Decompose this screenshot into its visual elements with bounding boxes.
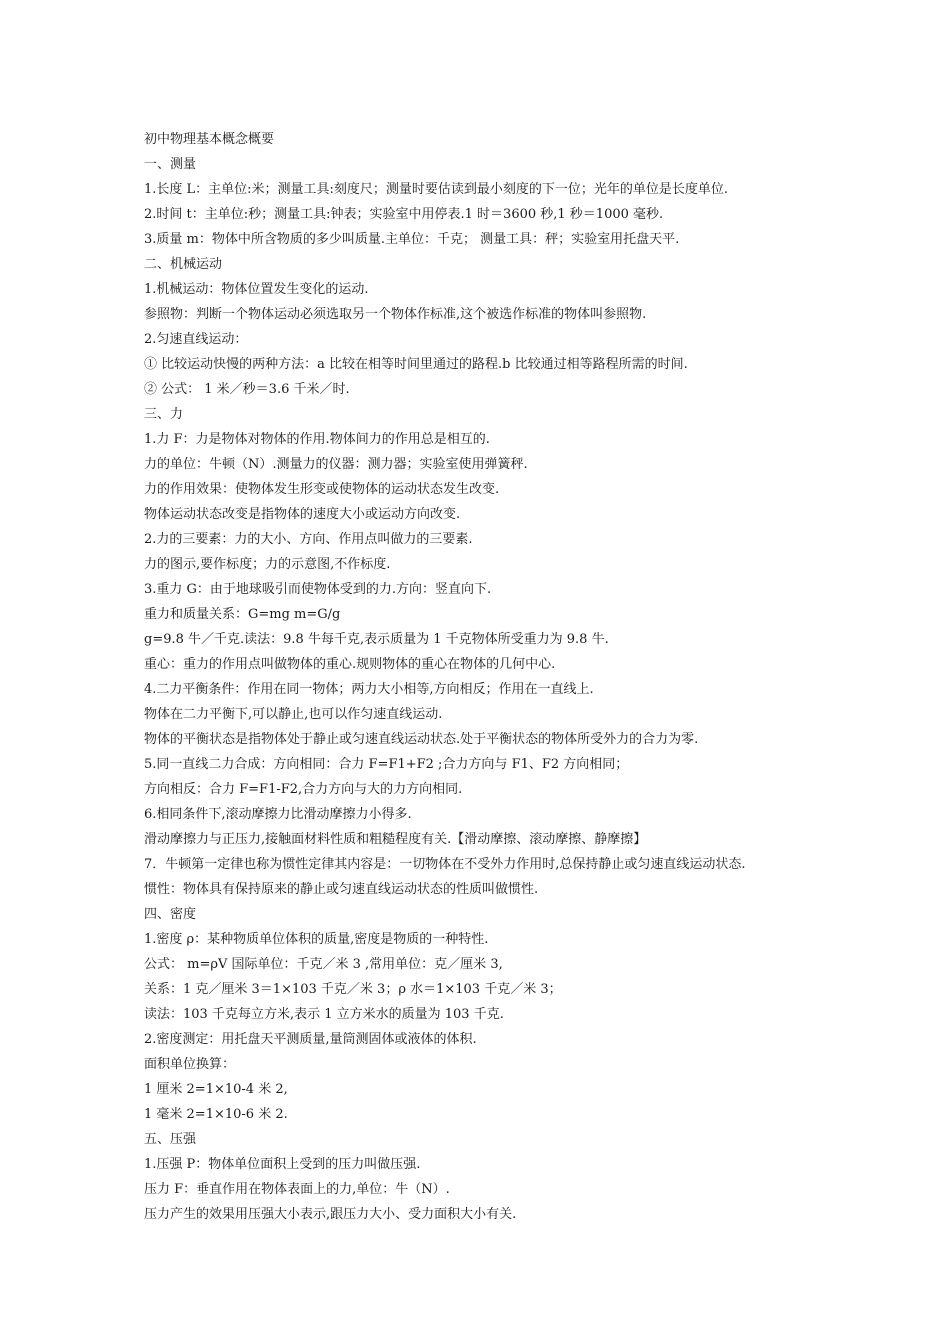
text-line: 7．牛顿第一定律也称为惯性定律其内容是：一切物体在不受外力作用时,总保持静止或匀速直线运动状态. bbox=[144, 857, 746, 872]
text-line: 2.匀速直线运动： bbox=[144, 332, 248, 347]
text-line: 物体的平衡状态是指物体处于静止或匀速直线运动状态.处于平衡状态的物体所受外力的合力为零. bbox=[144, 732, 699, 747]
text-line: 力的图示,要作标度；力的示意图,不作标度. bbox=[144, 557, 391, 572]
text-line: 关系：1 克／厘米 3＝1×103 千克／米 3；ρ 水＝1×103 千克／米 3； bbox=[144, 982, 562, 997]
text-line: g=9.8 牛／千克.读法：9.8 牛每千克,表示质量为 1 千克物体所受重力为 9.8 牛. bbox=[144, 632, 609, 647]
text-line: 1.压强 P：物体单位面积上受到的压力叫做压强. bbox=[144, 1157, 421, 1172]
section-heading-mechanical-motion: 二、机械运动 bbox=[144, 257, 223, 272]
text-line: 物体在二力平衡下,可以静止,也可以作匀速直线运动. bbox=[144, 707, 443, 722]
text-line: 2.时间 t：主单位:秒；测量工具:钟表；实验室中用停表.1 时＝3600 秒,1 秒＝1000 毫秒. bbox=[144, 207, 664, 222]
text-line: 方向相反：合力 F=F1-F2,合力方向与大的力方向相同. bbox=[144, 782, 463, 797]
text-line: 5.同一直线二力合成：方向相同：合力 F=F1+F2 ;合力方向与 F1、F2 方向相同； bbox=[144, 757, 629, 772]
section-heading-pressure: 五、压强 bbox=[144, 1132, 197, 1147]
text-line: 1.长度 L：主单位:米；测量工具:刻度尺；测量时要估读到最小刻度的下一位；光年的单位是长度单位. bbox=[144, 182, 729, 197]
text-line: 6.相同条件下,滚动摩擦力比滑动摩擦力小得多. bbox=[144, 807, 412, 822]
text-line: 重心：重力的作用点叫做物体的重心.规则物体的重心在物体的几何中心. bbox=[144, 657, 556, 672]
text-line: 力的单位：牛顿（N）.测量力的仪器：测力器；实验室使用弹簧秤. bbox=[144, 457, 528, 472]
text-line: 物体运动状态改变是指物体的速度大小或运动方向改变. bbox=[144, 507, 461, 522]
text-line: 压力产生的效果用压强大小表示,跟压力大小、受力面积大小有关. bbox=[144, 1207, 517, 1222]
section-heading-measurement: 一、测量 bbox=[144, 157, 197, 172]
document-title: 初中物理基本概念概要 bbox=[144, 132, 275, 147]
text-line: 读法：103 千克每立方米,表示 1 立方米水的质量为 103 千克. bbox=[144, 1007, 504, 1022]
text-line: 面积单位换算： bbox=[144, 1057, 236, 1072]
text-line: 1.力 F：力是物体对物体的作用.物体间力的作用总是相互的. bbox=[144, 432, 490, 447]
text-line: 力的作用效果：使物体发生形变或使物体的运动状态发生改变. bbox=[144, 482, 500, 497]
section-heading-force: 三、力 bbox=[144, 407, 184, 422]
text-line: 1.密度 ρ：某种物质单位体积的质量,密度是物质的一种特性. bbox=[144, 932, 489, 947]
section-heading-density: 四、密度 bbox=[144, 907, 197, 922]
text-line: 4.二力平衡条件：作用在同一物体；两力大小相等,方向相反；作用在一直线上. bbox=[144, 682, 594, 697]
document-body bbox=[144, 127, 824, 1227]
text-line: 滑动摩擦力与正压力,接触面材料性质和粗糙程度有关.【滑动摩擦、滚动摩擦、静摩擦】 bbox=[144, 832, 647, 847]
text-line: 2.力的三要素：力的大小、方向、作用点叫做力的三要素. bbox=[144, 532, 473, 547]
text-line: 参照物：判断一个物体运动必须选取另一个物体作标准,这个被选作标准的物体叫参照物. bbox=[144, 307, 647, 322]
text-line: ① 比较运动快慢的两种方法：a 比较在相等时间里通过的路程.b 比较通过相等路程所需的时间. bbox=[144, 357, 688, 372]
text-line: 1 毫米 2=1×10-6 米 2. bbox=[144, 1107, 288, 1122]
text-line: 1 厘米 2=1×10-4 米 2, bbox=[144, 1082, 288, 1097]
text-line: ② 公式： 1 米／秒＝3.6 千米／时. bbox=[144, 382, 350, 397]
text-line: 3.重力 G：由于地球吸引而使物体受到的力.方向：竖直向下. bbox=[144, 582, 492, 597]
text-line: 惯性：物体具有保持原来的静止或匀速直线运动状态的性质叫做惯性. bbox=[144, 882, 539, 897]
text-line: 公式： m=ρV 国际单位：千克／米 3 ,常用单位：克／厘米 3, bbox=[144, 957, 503, 972]
text-line: 压力 F：垂直作用在物体表面上的力,单位：牛（N）. bbox=[144, 1182, 450, 1197]
text-line: 2.密度测定：用托盘天平测质量,量筒测固体或液体的体积. bbox=[144, 1032, 477, 1047]
text-line: 1.机械运动：物体位置发生变化的运动. bbox=[144, 282, 369, 297]
text-line: 重力和质量关系：G=mg m=G/g bbox=[144, 607, 341, 622]
text-line: 3.质量 m：物体中所含物质的多少叫质量.主单位：千克； 测量工具：秤；实验室用托盘天平. bbox=[144, 232, 680, 247]
